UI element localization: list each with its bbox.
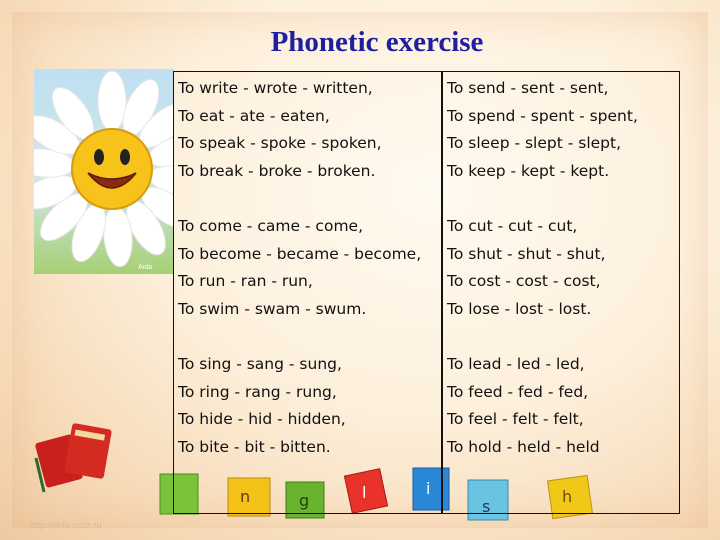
right-group-3 [447,351,717,461]
left-group-3 [178,351,448,461]
verb-line: To feel - felt - felt, [447,410,584,428]
verb-line: To send - sent - sent, [447,79,609,97]
verb-table [173,71,680,514]
verb-line: To write - wrote - written, [178,79,373,97]
letter-block-h: h [562,487,573,506]
left-group-2 [178,213,448,323]
watermark-text: http://aida.ucoz.ru [30,520,102,530]
verb-line: To keep - kept - kept. [447,161,610,180]
verb-line: To become - became - become, [178,244,422,263]
books-icon [30,418,120,498]
letter-block-s: s [482,497,491,516]
page-title: Phonetic exercise [270,26,484,58]
smiling-flower-image [34,69,174,274]
letter-block-g: g [299,491,310,510]
verb-line: To ring - rang - rung, [178,382,337,401]
letter-block-i: i [426,479,431,498]
verb-line: To run - ran - run, [178,272,313,290]
verb-line: To swim - swam - swum. [178,299,367,318]
right-group-2 [447,213,717,323]
verb-line: To speak - spoke - spoken, [178,134,382,152]
verb-line: To hold - held - held [447,437,600,456]
verb-line: To spend - spent - spent, [447,106,638,125]
verb-line: To break - broke - broken. [178,161,376,180]
verb-line: To cost - cost - cost, [447,272,601,290]
verb-line: To lose - lost - lost. [447,299,592,318]
right-group-1 [447,75,717,185]
verb-line: To eat - ate - eaten, [178,106,330,125]
verb-line: To come - came - come, [178,217,364,235]
verb-line: To feed - fed - fed, [447,382,589,401]
verb-line: To hide - hid - hidden, [178,410,346,428]
verb-line: To cut - cut - cut, [447,217,578,235]
left-group-1 [178,75,448,185]
flower-signature: Aida [138,264,153,271]
verb-line: To bite - bit - bitten. [178,437,331,456]
letter-block-n: n [240,487,251,506]
verb-line: To shut - shut - shut, [447,244,606,263]
letter-block-l: l [362,483,367,502]
verb-line: To sing - sang - sung, [178,355,342,373]
verb-line: To sleep - slept - slept, [447,134,622,152]
verb-line: To lead - led - led, [447,355,585,373]
